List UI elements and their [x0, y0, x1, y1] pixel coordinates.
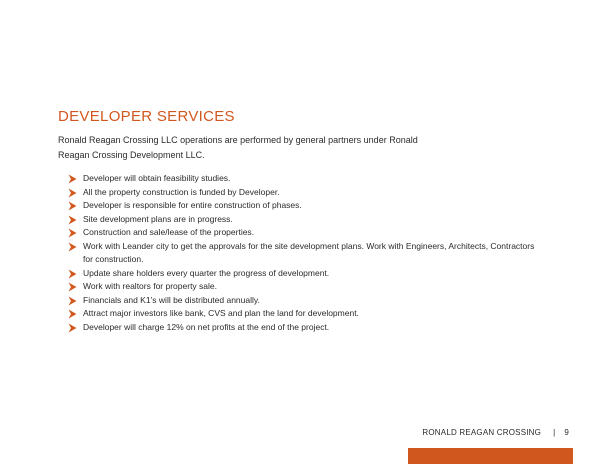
chevron-right-arrow-icon — [68, 188, 77, 198]
list-item — [68, 280, 538, 294]
chevron-right-arrow-icon — [68, 228, 77, 238]
footer-separator: | — [553, 428, 556, 437]
page-footer — [422, 428, 569, 437]
chevron-right-arrow-icon — [68, 174, 77, 184]
chevron-right-arrow-icon — [68, 215, 77, 225]
list-item — [68, 307, 538, 321]
chevron-right-arrow-icon — [68, 309, 77, 319]
list-item-text: Work with realtors for property sale. — [83, 281, 217, 291]
list-item — [68, 172, 538, 186]
list-item — [68, 226, 538, 240]
footer-accent-bar — [408, 448, 573, 464]
list-item — [68, 186, 538, 200]
list-item — [68, 267, 538, 281]
list-item-text: Developer is responsible for entire construction of phases. — [83, 200, 302, 210]
list-item — [68, 240, 538, 267]
list-item-text: Developer will obtain feasibility studies. — [83, 173, 231, 183]
chevron-right-arrow-icon — [68, 269, 77, 279]
list-item — [68, 199, 538, 213]
chevron-right-arrow-icon — [68, 201, 77, 211]
chevron-right-arrow-icon — [68, 323, 77, 333]
services-bullet-list — [68, 172, 538, 334]
section-heading: DEVELOPER SERVICES — [58, 108, 235, 125]
chevron-right-arrow-icon — [68, 282, 77, 292]
list-item-text: Attract major investors like bank, CVS and plan the land for development. — [83, 308, 359, 318]
chevron-right-arrow-icon — [68, 242, 77, 252]
list-item — [68, 294, 538, 308]
list-item-text: Site development plans are in progress. — [83, 213, 233, 224]
chevron-right-arrow-icon — [68, 296, 77, 306]
list-item-text: Work with Leander city to get the approvals for the site development plans. Work with Engineers, Architects, Contractors for construction. — [83, 240, 535, 264]
list-item-text: Update share holders every quarter the progress of development. — [83, 267, 330, 278]
page-number: 9 — [564, 428, 569, 437]
list-item-text: Developer will charge 12% on net profits at the end of the project. — [83, 321, 330, 332]
list-item — [68, 321, 538, 335]
list-item-text: All the property construction is funded by Developer. — [83, 186, 280, 197]
list-item-text: Financials and K1’s will be distributed annually. — [83, 294, 260, 305]
intro-paragraph: Ronald Reagan Crossing LLC operations are performed by general partners under Ronald Reagan Crossing Development LLC. — [58, 135, 418, 160]
footer-title: RONALD REAGAN CROSSING — [422, 428, 542, 437]
list-item — [68, 213, 538, 227]
list-item-text: Construction and sale/lease of the properties. — [83, 227, 255, 237]
